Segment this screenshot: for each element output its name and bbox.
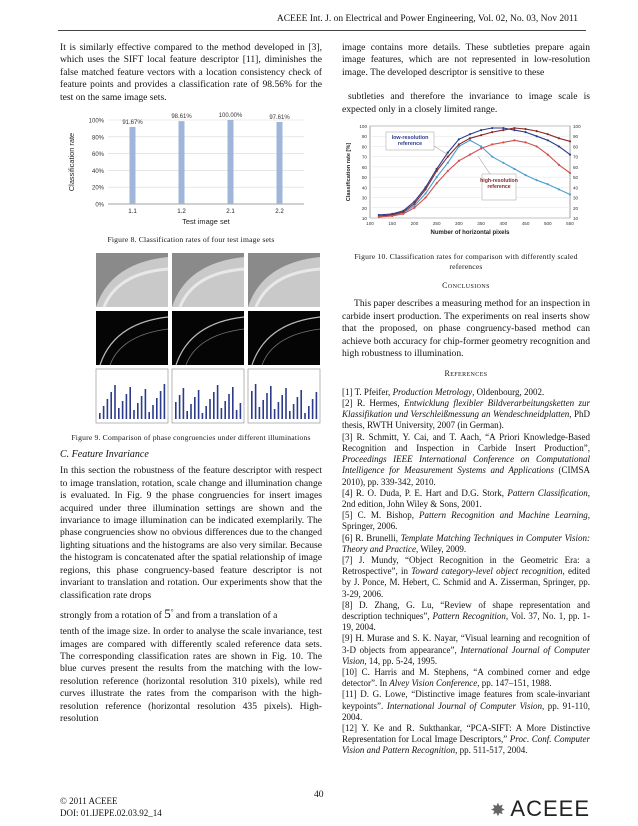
right-paragraph-b: subtleties and therefore the invariance to image scale is expected only in a closely limited range.: [342, 91, 590, 115]
histogram-bar: [156, 398, 158, 419]
data-point: [513, 129, 515, 131]
ref-number: [2]: [342, 398, 357, 409]
histogram-bar: [255, 384, 257, 419]
ref-text: , PhD thesis, RWTH University, 2007 (in German).: [342, 409, 590, 431]
footer-copyright: © 2011 ACEEE: [60, 796, 118, 806]
ref-text: , Wiley, 2009.: [415, 543, 467, 554]
ref-text: (CIMSA 2010), pp. 339-342, 2010.: [342, 465, 590, 487]
histogram-bar: [129, 387, 131, 419]
data-point: [447, 170, 449, 172]
ref-title: International Journal of Computer Vision: [386, 700, 542, 711]
data-point: [402, 213, 404, 215]
data-point: [480, 134, 482, 136]
histogram-bar: [183, 388, 185, 419]
histogram-bar: [179, 395, 181, 419]
data-point: [391, 215, 393, 217]
ref-text: , 2nd edition, John Wiley & Sons, 2001.: [342, 487, 590, 509]
histogram-bar: [251, 391, 253, 419]
data-point: [513, 139, 515, 141]
section-c-paragraph-c: tenth of the image size. In order to analyse the scale invariance, test images are compared with differently scaled reference data sets. The corresponding classification rates are shown in Fig. 10. The blue curves present the results from the matching with the low-resolution reference (horizontal resolution 310 pixels), while red curves illustrate the rates from the comparison with the high-resolution reference (horizontal resolution 435 pixels). High-resolution: [60, 626, 322, 724]
data-label: 91.67%: [122, 120, 143, 127]
data-point: [547, 133, 549, 135]
ref-number: [10]: [342, 666, 362, 677]
x-tick-label: 1.1: [128, 208, 137, 216]
data-point: [458, 160, 460, 162]
data-point: [378, 216, 380, 218]
x-tick-label: 400: [499, 221, 508, 227]
histogram-bar: [240, 403, 242, 419]
data-point: [558, 188, 560, 190]
y-axis-label: Classification rate [%]: [346, 142, 352, 202]
histogram-bar: [107, 399, 109, 419]
data-point: [536, 130, 538, 132]
intro-paragraph: It is similarly effective compared to the method developed in [3], which uses the SIFT local feature descriptor [11], diminishes the false matched feature vectors with a location consistency check of feature points and provides a classification rate of 98.56% for the test on the same image sets.: [60, 42, 322, 103]
annotation-line: reference: [397, 141, 423, 148]
histogram-bar: [152, 405, 154, 419]
data-label: 97.61%: [269, 115, 290, 122]
ref-number: [4]: [342, 487, 356, 498]
ref-text: , Springer, 2006.: [342, 510, 590, 532]
histogram-bar: [145, 389, 147, 419]
histogram-bar: [175, 402, 177, 419]
ref-number: [3]: [342, 431, 357, 442]
ref-number: [1]: [342, 386, 355, 397]
data-label: 98.61%: [171, 114, 192, 121]
star-logo-icon: ✸: [490, 800, 507, 820]
reference-item: [342, 432, 590, 488]
reference-item: [342, 510, 590, 532]
histogram-bar: [278, 402, 280, 419]
ref-text: C. M. Bishop,: [357, 510, 420, 521]
y2-tick-label: 10: [573, 216, 579, 222]
y-tick-label: 90: [361, 134, 367, 140]
figure-9-image-grid: [60, 253, 322, 429]
histogram-bar: [232, 387, 234, 419]
ref-text: D. Zhang, G. Lu, “Review of shape representation and description techniques”,: [342, 599, 590, 621]
x-tick-label: 2.2: [275, 208, 284, 216]
data-point: [469, 133, 471, 135]
data-point: [536, 135, 538, 137]
x-tick-label: 150: [388, 221, 397, 227]
histogram-bar: [224, 401, 226, 419]
ref-title: Pattern Recognition: [432, 610, 506, 621]
data-point: [558, 145, 560, 147]
data-point: [458, 138, 460, 140]
x-tick-label: 2.1: [226, 208, 235, 216]
histogram-bar: [262, 400, 264, 419]
data-point: [447, 152, 449, 154]
data-point: [536, 179, 538, 181]
histogram-bar: [297, 397, 299, 419]
conclusions-heading: Conclusions: [442, 281, 490, 291]
ref-text: R. Brunelli,: [355, 532, 401, 543]
ref-text: J. Mundy, “Object Recognition in the Geometric Era: a Retrospective”, in: [342, 554, 590, 577]
y-tick-label: 40%: [91, 168, 104, 175]
ref-text: T. Pfeifer,: [354, 386, 393, 397]
ref-number: [9]: [342, 633, 356, 644]
figure-8-caption: Figure 8. Classification rates of four test image sets: [107, 235, 275, 245]
y2-tick-label: 50: [573, 175, 579, 181]
histogram-bar: [114, 385, 116, 419]
degree-symbol: °: [170, 607, 174, 616]
histogram-bar: [289, 411, 291, 419]
data-point: [458, 143, 460, 145]
data-point: [413, 207, 415, 209]
reference-item: [342, 689, 590, 723]
histogram-bar: [266, 393, 268, 419]
histogram-bar: [103, 406, 105, 419]
data-point: [547, 139, 549, 141]
data-point: [436, 170, 438, 172]
histogram-bar: [236, 410, 238, 419]
y-tick-label: 0%: [95, 202, 104, 209]
histogram-bar: [304, 413, 306, 419]
x-tick-label: 350: [477, 221, 485, 227]
histogram-bar: [259, 407, 261, 419]
histogram-bar: [137, 403, 139, 419]
data-point: [469, 139, 471, 141]
y-tick-label: 20: [361, 205, 367, 211]
histogram-bar: [122, 401, 124, 419]
section-c-title: C. Feature Invariance: [60, 449, 149, 461]
histogram-bar: [198, 390, 200, 419]
histogram-bar: [221, 408, 223, 419]
data-label: 100.00%: [218, 113, 243, 120]
y2-tick-label: 90: [573, 134, 579, 140]
y-tick-label: 70: [361, 154, 367, 160]
reference-item: [342, 398, 590, 432]
histogram-bar: [213, 392, 215, 419]
reference-item: [342, 667, 590, 689]
data-point: [402, 211, 404, 213]
section-c-paragraph-a: In this section the robustness of the feature descriptor with respect to image translation, rotation, scale change and illumination change is evaluated. In Fig. 9 the phase congruencies for insert images acquired under three illumination settings are shown and the invariance to image illumination can be indicated exemplarily. The phase congruencies show no obvious differences due to the changed lighting situations and the histograms are also very similar. Because the histogram is concatenated after the spatial relationship of image regions, this phase congruency-based feature descriptor is not invariant to translation and rotation. Our experiments show that the classification rate drops: [60, 465, 322, 601]
data-point: [524, 141, 526, 143]
data-point: [469, 137, 471, 139]
footer-doi: DOI: 01.IJEPE.02.03.92_14: [60, 808, 162, 818]
ref-text: , pp. 147–151, 1988.: [477, 678, 552, 689]
ref-number: [5]: [342, 510, 358, 521]
data-point: [513, 168, 515, 170]
ref-text: R. Schmitt, Y. Cai, and T. Aach, “A Priori Knowledge-Based Recognition and Inspection in Carbide Insert Production”,: [342, 431, 591, 453]
data-point: [447, 156, 449, 158]
y-tick-label: 80%: [91, 135, 104, 142]
y2-tick-label: 70: [573, 154, 579, 160]
bar: [130, 127, 136, 204]
ref-title: Proceedings IEEE International Conference on Computational Intelligence for Measurement Systems and Applications: [342, 454, 590, 476]
histogram-bar: [164, 384, 166, 419]
page-number: 40: [314, 789, 324, 800]
reference-item: [342, 600, 590, 634]
data-point: [524, 174, 526, 176]
x-axis-label: Number of horizontal pixels: [430, 230, 510, 237]
ref-title: Alvey Vision Conference: [389, 678, 478, 689]
data-point: [413, 203, 415, 205]
figure-10-caption: Figure 10. Classification rates for comparison with differently scaled references: [354, 252, 578, 272]
histogram-bar: [205, 406, 207, 419]
data-point: [524, 131, 526, 133]
histogram-bar: [110, 392, 112, 419]
x-tick-label: 100: [366, 221, 374, 227]
ref-number: [7]: [342, 554, 359, 565]
data-point: [536, 145, 538, 147]
data-point: [558, 164, 560, 166]
figure-9-caption: Figure 9. Comparison of phase congruencies under different illuminations: [71, 433, 311, 443]
rotation-value: 5: [164, 606, 171, 622]
y-tick-label: 60: [361, 164, 367, 170]
histogram-bar: [312, 399, 314, 419]
header-rule: [58, 30, 586, 31]
ref-number: [8]: [342, 599, 360, 610]
histogram-bar: [194, 397, 196, 419]
annotation-line: high-resolution: [480, 178, 518, 185]
x-tick-label: 300: [455, 221, 463, 227]
data-point: [502, 129, 504, 131]
histogram-bar: [285, 388, 287, 419]
ref-text: R. Hermes,: [356, 398, 405, 409]
x-tick-label: 1.2: [177, 208, 186, 216]
histogram-bar: [209, 399, 211, 419]
data-point: [547, 154, 549, 156]
reference-item: [342, 533, 590, 555]
y2-tick-label: 40: [573, 185, 579, 191]
data-point: [524, 128, 526, 130]
histogram-bar: [281, 395, 283, 419]
y2-tick-label: 80: [573, 144, 579, 150]
references-heading: References: [444, 369, 488, 379]
histogram-bar: [148, 412, 150, 419]
histogram-bar: [274, 409, 276, 419]
data-point: [491, 156, 493, 158]
ref-text: , pp. 91-110, 2004.: [342, 700, 591, 722]
data-point: [569, 172, 571, 174]
histogram-bar: [190, 404, 192, 419]
ref-title: Production Metrology: [392, 386, 473, 397]
histogram-bar: [133, 410, 135, 419]
reference-item: [342, 555, 590, 600]
y-tick-label: 100: [359, 124, 367, 130]
ref-text: , Vol. 37, No. 1, pp. 1-19, 2004.: [342, 610, 590, 633]
data-point: [480, 129, 482, 131]
y2-tick-label: 60: [573, 164, 579, 170]
histogram-bar: [118, 408, 120, 419]
histogram-bar: [300, 390, 302, 419]
reference-item: [342, 387, 590, 398]
histogram-bar: [228, 394, 230, 419]
histogram-bar: [141, 396, 143, 419]
ref-number: [11]: [342, 689, 361, 700]
y-tick-label: 60%: [91, 152, 104, 159]
ref-text: , Oldenbourg, 2002.: [472, 386, 545, 397]
rotation-text-a: strongly from a rotation of: [60, 610, 165, 622]
data-point: [491, 131, 493, 133]
data-point: [480, 147, 482, 149]
y-tick-label: 10: [361, 216, 367, 222]
ref-title: Toward category-level object recognition: [411, 566, 563, 577]
x-tick-label: 550: [566, 221, 574, 227]
annotation-line: low-resolution: [391, 135, 429, 142]
logo-text: ACEEE: [510, 796, 590, 821]
data-point: [569, 193, 571, 195]
reference-item: [342, 723, 590, 757]
data-point: [502, 141, 504, 143]
data-point: [569, 154, 571, 156]
conclusions-text: This paper describes a measuring method for an inspection in carbide insert production. The experiments on real inserts show that the proposed, on phase congruency-based method can achieve both accuracy for chip-former geometry recognition and high robustness to illumination.: [342, 298, 590, 360]
section-c-paragraph-b: [60, 602, 322, 626]
annotation-line: reference: [487, 184, 511, 191]
y-tick-label: 30: [361, 195, 367, 201]
data-point: [480, 145, 482, 147]
data-point: [491, 143, 493, 145]
data-point: [502, 127, 504, 129]
histogram-bar: [217, 385, 219, 419]
data-point: [424, 188, 426, 190]
data-point: [502, 162, 504, 164]
running-header: ACEEE Int. J. on Electrical and Power Engineering, Vol. 02, No. 03, Nov 2011: [276, 14, 578, 24]
x-tick-label: 250: [432, 221, 441, 227]
ref-title: Template Matching Techniques in Computer Vision: Theory and Practice: [342, 532, 591, 554]
ref-text: , 14, pp. 5-24, 1995.: [364, 655, 438, 666]
histogram-bar: [293, 404, 295, 419]
ref-title: Pattern Recognition and Machine Learning: [419, 510, 588, 521]
x-tick-label: 200: [410, 221, 419, 227]
bar: [228, 120, 234, 204]
y-tick-label: 50: [361, 175, 367, 181]
ref-text: , pp. 511-517, 2004.: [455, 745, 528, 756]
data-point: [424, 196, 426, 198]
data-point: [513, 127, 515, 129]
ref-title: International Journal of Computer Vision: [342, 644, 590, 666]
ref-title: Proc. Conf. Computer Vision and Pattern Recognition: [342, 734, 591, 756]
data-point: [447, 162, 449, 164]
histogram-bar: [160, 391, 162, 419]
data-point: [558, 137, 560, 139]
data-point: [424, 192, 426, 194]
ref-number: [6]: [342, 532, 356, 543]
y-tick-label: 80: [361, 144, 367, 150]
ref-text: D. G. Lowe, “Distinctive image features from scale-invariant keypoints”.: [342, 689, 590, 711]
ref-text: C. Harris and M. Stephens, “A combined corner and edge detector”. In: [342, 666, 590, 689]
reference-item: [342, 488, 590, 510]
data-point: [436, 176, 438, 178]
bar: [277, 122, 283, 204]
data-point: [436, 182, 438, 184]
histogram-bar: [270, 386, 272, 419]
histogram-bar: [202, 413, 204, 419]
x-tick-label: 450: [521, 221, 530, 227]
ref-text: Y. Ke and R. Sukthankar, “PCA-SIFT: A More Distinctive Representation for Local Image Descriptors,”: [342, 722, 590, 745]
reference-item: [342, 633, 590, 667]
x-tick-label: 500: [543, 221, 552, 227]
data-point: [547, 183, 549, 185]
y2-tick-label: 100: [573, 124, 581, 130]
aceee-logo: [490, 796, 590, 822]
data-point: [569, 140, 571, 142]
y-tick-label: 100%: [88, 118, 104, 125]
histogram-bar: [126, 394, 128, 419]
histogram-bar: [308, 406, 310, 419]
ref-number: [12]: [342, 722, 362, 733]
x-axis-label: Test image set: [182, 217, 230, 227]
reference-list: [342, 387, 590, 757]
right-column: [342, 42, 590, 757]
histogram-bar: [99, 413, 101, 419]
histogram-bar: [186, 411, 188, 419]
ref-text: , edited by J. Ponce, M. Hebert, C. Schmid and A. Zisserman, Springer, pp. 3-29, 2006.: [342, 566, 590, 599]
y-tick-label: 40: [361, 185, 367, 191]
y-axis-label: Classification rate: [67, 132, 76, 192]
data-point: [469, 154, 471, 156]
right-paragraph-a: image contains more details. These subtleties prepare again image features, which are not represented in low-resolution image. The developed descriptor is sensitive to these: [342, 42, 590, 78]
y2-tick-label: 30: [573, 195, 579, 201]
y-tick-label: 20%: [91, 185, 104, 192]
figure-10-chart: [342, 120, 590, 248]
bar: [179, 121, 185, 204]
figure-8-chart: [60, 110, 322, 232]
ref-title: Pattern Classification: [507, 487, 588, 498]
ref-text: H. Murase and S. K. Nayar, “Visual learning and recognition of 3-D objects from appearance”,: [342, 633, 590, 655]
ref-text: R. O. Duda, P. E. Hart and D.G. Stork,: [355, 487, 508, 498]
data-point: [491, 127, 493, 129]
y2-tick-label: 20: [573, 205, 579, 211]
rotation-text-b: and from a translation of a: [173, 610, 278, 622]
left-column: [60, 42, 322, 725]
histogram-bar: [316, 392, 318, 419]
ref-title: Entwicklung flexibler Bildverarbeitungsketten zur Klassifikation und Verschleißmessung an Wendeschneidplatten: [342, 398, 590, 420]
